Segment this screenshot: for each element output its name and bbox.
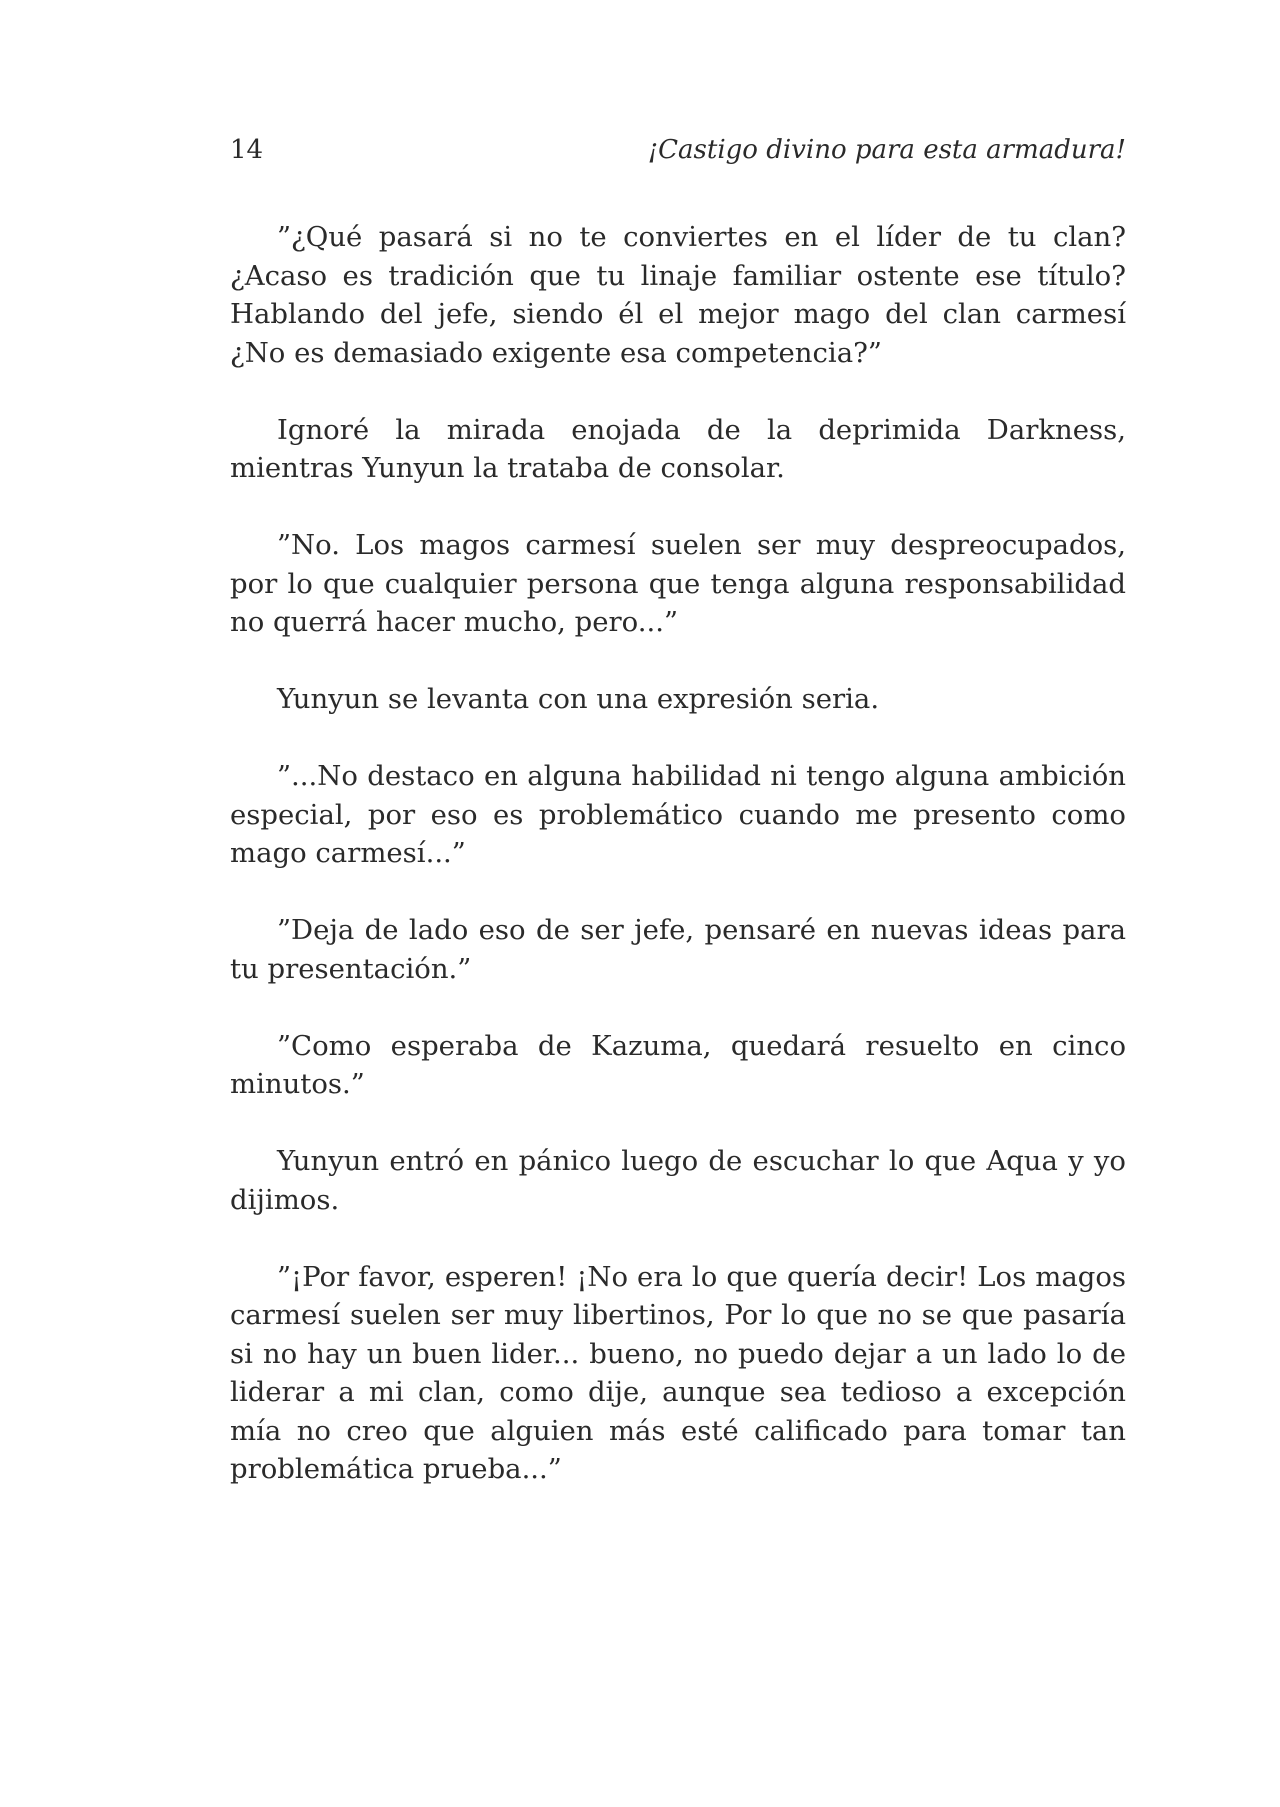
paragraph: Yunyun entró en pánico luego de escuchar lo que Aqua y yo dijimos. <box>230 1145 1126 1216</box>
paragraph: Yunyun se levanta con una expresión seria. <box>277 683 880 715</box>
paragraph: ”¡Por favor, esperen! ¡No era lo que quería decir! Los magos carmesí suelen ser muy libertinos, Por lo que no se que pasaría si no hay un buen lider... bueno, no puedo dejar a un lado lo de liderar a mi clan, como dije, aunque sea tedioso a excepción mía no creo que alguien más esté calificado para tomar tan problemática prueba...” <box>230 1260 1126 1485</box>
paragraph: ”¿Qué pasará si no te conviertes en el líder de tu clan? ¿Acaso es tradición que tu linaje familiar ostente ese título? Hablando del jefe, siendo él el mejor mago del clan carmesí ¿No es demasiado exigente esa competencia?” <box>230 221 1126 369</box>
running-header <box>230 130 1126 170</box>
body-text <box>230 218 1126 1527</box>
page-number: 14 <box>230 135 264 165</box>
paragraph: ”Deja de lado eso de ser jefe, pensaré en nuevas ideas para tu presentación.” <box>230 914 1126 985</box>
book-title: ¡Castigo divino para esta armadura! <box>647 135 1126 165</box>
paragraph: ”...No destaco en alguna habilidad ni tengo alguna ambición especial, por eso es problemático cuando me presento como mago carmesí...” <box>230 760 1126 869</box>
paragraph: ”No. Los magos carmesí suelen ser muy despreocupados, por lo que cualquier persona que tenga alguna responsabilidad no querrá hacer mucho, pero...” <box>230 529 1126 638</box>
paragraph: ”Como esperaba de Kazuma, quedará resuelto en cinco minutos.” <box>230 1029 1126 1100</box>
paragraph: Ignoré la mirada enojada de la deprimida Darkness, mientras Yunyun la trataba de consolar. <box>230 413 1126 484</box>
